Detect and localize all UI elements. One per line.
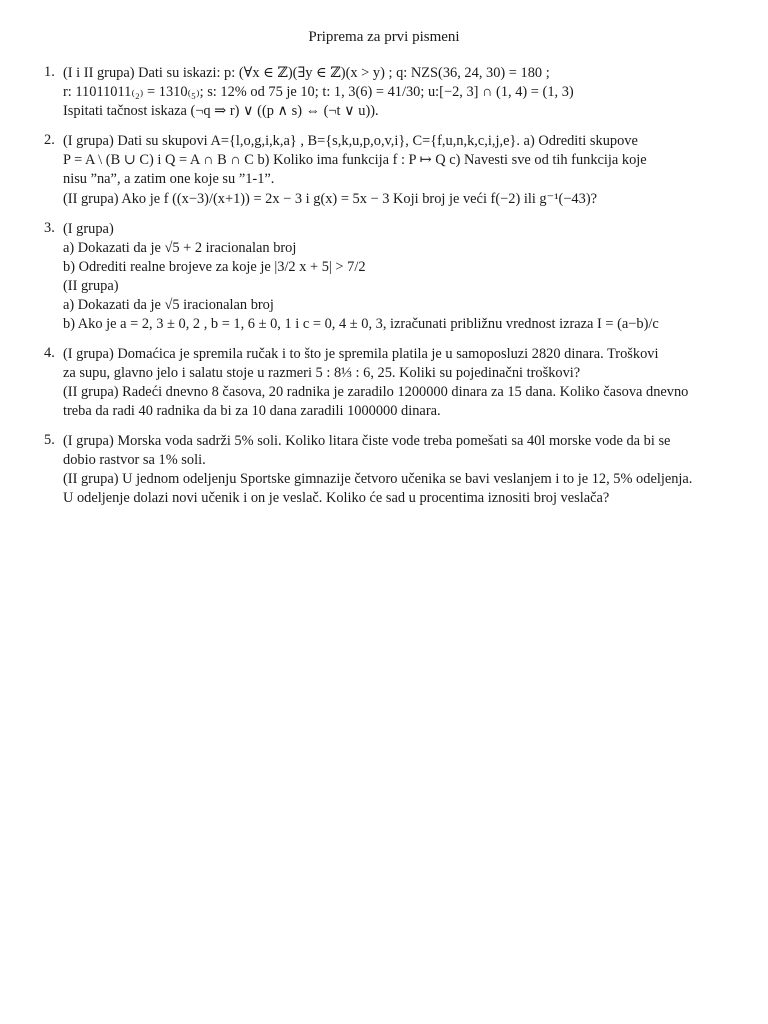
problem-line: P = A \ (B ∪ C) i Q = A ∩ B ∩ C b) Koliko ima funkcija f : P ↦ Q c) Navesti sve od tih funkcija koje: [63, 152, 647, 168]
problem-line: (II grupa) U jednom odeljenju Sportske gimnazije četvoro učenika se bavi veslanjem i to je 12, 5% odeljenja.: [63, 471, 693, 487]
problem-line: (I grupa) Dati su skupovi A={l,o,g,i,k,a} , B={s,k,u,p,o,v,i}, C={f,u,n,k,c,i,j,e}. a) Odrediti skupove: [63, 133, 638, 149]
problem-line: a) Dokazati da je √5 + 2 iracionalan broj: [63, 240, 297, 256]
problem-line: (I grupa) Morska voda sadrži 5% soli. Koliko litara čiste vode treba pomešati sa 40l morske vode da bi se: [63, 433, 671, 449]
problem-line: b) Ako je a = 2, 3 ± 0, 2 , b = 1, 6 ± 0, 1 i c = 0, 4 ± 0, 3, izračunati približnu vrednost izraza I = (a−b)/c: [63, 316, 659, 332]
problem-number: 2.: [44, 132, 55, 148]
problem-1: [44, 64, 744, 121]
problem-line: a) Dokazati da je √5 iracionalan broj: [63, 297, 274, 313]
page-title: Priprema za prvi pismeni: [308, 29, 460, 45]
problem-line: dobio rastvor sa 1% soli.: [63, 452, 206, 468]
problem-line: (I grupa): [63, 221, 114, 237]
problem-line: (II grupa) Radeći dnevno 8 časova, 20 radnika je zaradilo 1200000 dinara za 15 dana. Koliko časova dnevno: [63, 384, 689, 400]
problem-line: za supu, glavno jelo i salatu stoje u razmeri 5 : 8⅓ : 6, 25. Koliki su pojedinačni troškovi?: [63, 365, 581, 381]
problem-4: [44, 345, 744, 421]
problem-line: U odeljenje dolazi novi učenik i on je veslač. Koliko će sad u procentima iznositi broj veslača?: [63, 490, 610, 506]
problem-line: b) Odrediti realne brojeve za koje je |3/2 x + 5| > 7/2: [63, 259, 366, 275]
problem-number: 1.: [44, 64, 55, 80]
problem-line: (II grupa) Ako je f ((x−3)/(x+1)) = 2x − 3 i g(x) = 5x − 3 Koji broj je veći f(−2) ili g⁻¹(−43)?: [63, 191, 598, 207]
problem-number: 3.: [44, 220, 55, 236]
problem-line: (II grupa): [63, 278, 119, 294]
problem-5: [44, 432, 744, 508]
problem-line: (I i II grupa) Dati su iskazi: p: (∀x ∈ ℤ)(∃y ∈ ℤ)(x > y) ; q: NZS(36, 24, 30) = 180 ;: [63, 65, 550, 81]
problem-line: r: 11011011₍₂₎ = 1310₍₅₎; s: 12% od 75 je 10; t: 1, 3(6) = 41/30; u:[−2, 3] ∩ (1, 4) = (1, 3): [63, 84, 574, 100]
problem-3: [44, 220, 744, 334]
problem-line: nisu ”na”, a zatim one koje su ”1-1”.: [63, 171, 275, 187]
problem-line: (I grupa) Domaćica je spremila ručak i to što je spremila platila je u samoposluzi 2820 dinara. Troškovi: [63, 346, 659, 362]
problem-number: 4.: [44, 345, 55, 361]
problem-line: Ispitati tačnost iskaza (¬q ⇒ r) ∨ ((p ∧ s) ⇔ (¬t ∨ u)).: [63, 103, 379, 119]
problem-number: 5.: [44, 432, 55, 448]
problem-line: treba da radi 40 radnika da bi za 10 dana zaradili 1000000 dinara.: [63, 403, 441, 419]
problem-2: [44, 132, 744, 210]
